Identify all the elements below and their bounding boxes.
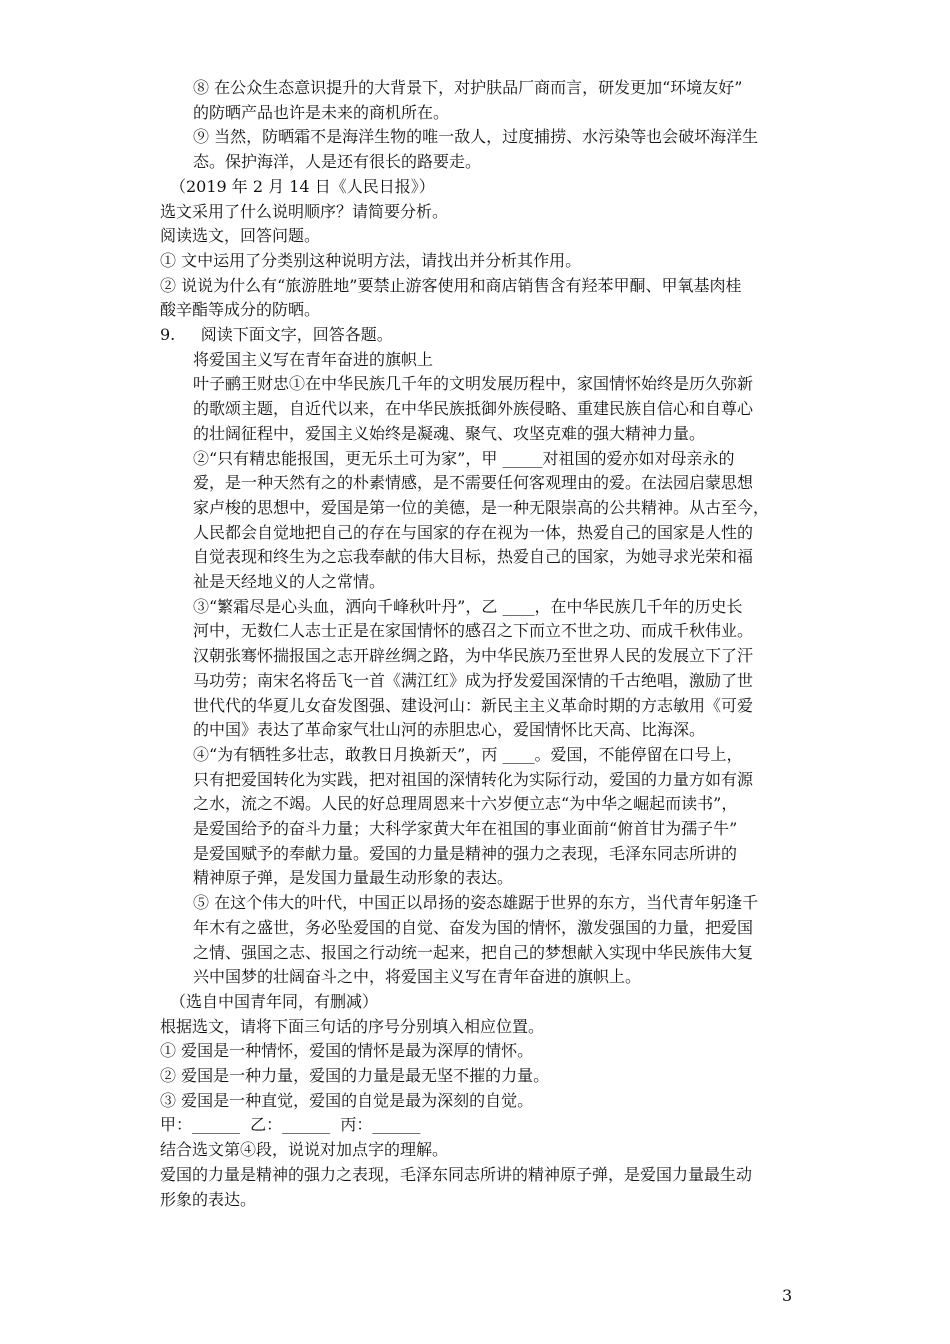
text-line: 是爱国给予的奋斗力量；大科学家黄大年在祖国的事业面前“俯首甘为孺子牛” <box>193 819 738 838</box>
text-line: ③“繁霜尽是心头血，洒向千峰秋叶丹”，乙 ____，在中华民族几千年的历史长 <box>193 596 743 616</box>
text-line: ⑧ 在公众生态意识提升的大背景下，对护肤品厂商而言，研发更加“环境友好” <box>193 78 743 97</box>
text-line: 是爱国赋予的奉献力量。爱国的力量是精神的强力之表现，毛泽东同志所讲的 <box>193 843 738 863</box>
text-line: 酸辛酯等成分的防晒。 <box>160 300 321 320</box>
text-line: 阅读选文，回答问题。 <box>160 226 321 246</box>
text-line: ⑨ 当然，防晒霜不是海洋生物的唯一敌人，过度捕捞、水污染等也会破坏海洋生 <box>193 127 759 147</box>
text-line: 只有把爱国转化为实践，把对祖国的深情转化为实际行动，爱国的力量方如有源 <box>193 769 754 789</box>
text-line: 的防晒产品也许是未来的商机所在。 <box>193 102 450 122</box>
text-line: ④“为有牺牲多壮志，敢教日月换新天”，丙 ____。爱国，不能停留在口号上， <box>193 744 743 764</box>
text-line: ⑤ 在这个伟大的叶代，中国正以昂扬的姿态雄踞于世界的东方，当代青年躬逢千 <box>193 893 759 913</box>
text-line: ③ 爱国是一种直觉，爱国的自觉是最为深刻的自觉。 <box>160 1090 534 1110</box>
text-line: 精神原子弹，是发国力量最生动形象的表达。 <box>193 868 514 888</box>
page-number: 3 <box>782 1286 793 1305</box>
text-line: ②“只有精忠能报国，更无乐土可为家”，甲 _____对祖国的爱亦如对母亲永的 <box>193 448 735 468</box>
text-line: 根据选文，请将下面三句话的序号分别填入相应位置。 <box>160 1016 545 1036</box>
text-line: 将爱国主义写在青年奋进的旗帜上 <box>193 349 434 369</box>
text-line: 之水，流之不竭。人民的好总理周恩来十六岁便立志“为中华之崛起而读书”， <box>193 794 738 814</box>
text-line: 之情、强国之志、报国之行动统一起来，把自己的梦想献入实现中华民族伟大复 <box>193 942 754 962</box>
text-line: 汉朝张骞怀揣报国之志开辟丝绸之路，为中华民族乃至世界人民的发展立下了汗 <box>193 646 754 666</box>
text-line: 甲：______ 乙：______ 丙：______ <box>160 1115 421 1135</box>
text-line: ① 爱国是一种情怀，爱国的情怀是最为深厚的情怀。 <box>160 1041 534 1061</box>
text-line: ② 说说为什么有“旅游胜地”要禁止游客使用和商店销售含有羟苯甲酮、甲氧基肉桂 <box>160 275 742 295</box>
text-line: 选文采用了什么说明顺序？请简要分析。 <box>160 201 449 221</box>
text-line: 结合选文第④段，说说对加点字的理解。 <box>160 1140 449 1160</box>
text-line: ② 爱国是一种力量，爱国的力量是最无坚不摧的力量。 <box>160 1066 550 1085</box>
text-line: （2019 年 2 月 14 日《人民日报》） <box>170 176 435 196</box>
text-line: 河中，无数仁人志士正是在家国情怀的感召之下而立不世之功、而成千秋伟业。 <box>193 621 754 641</box>
text-line: 世代代的华夏儿女奋发图强、建设河山：新民主主义革命时期的方志敏用《可爱 <box>193 695 754 715</box>
text-line: 人民都会自觉地把自己的存在与国家的存在视为一体，热爱自己的国家是人性的 <box>193 522 754 542</box>
text-line: 的中国》表达了革命家气壮山河的赤胆忠心，爱国情怀比天高、比海深。 <box>193 720 706 740</box>
text-line: 的壮阔征程中，爱国主义始终是凝魂、聚气、攻坚克难的强大精神力量。 <box>193 423 706 443</box>
text-line: 形象的表达。 <box>160 1189 257 1209</box>
text-line: 的歌颂主题，自近代以来，在中华民族抵御外族侵略、重建民族自信心和自尊心 <box>193 399 754 419</box>
text-line: （选自中国青年同，有删减） <box>170 991 379 1011</box>
text-line: 自觉表现和终生为之忘我奉献的伟大目标，热爱自己的国家，为她寻求光荣和福 <box>193 547 754 567</box>
text-line: 年木有之盛世，务必坠爱国的自觉、奋发为国的情怀，激发强国的力量，把爱国 <box>193 917 754 937</box>
text-line: 兴中国梦的壮阔奋斗之中，将爱国主义写在青年奋进的旗帜上。 <box>193 967 642 987</box>
text-line: 马功劳；南宋名将岳飞一首《满江红》成为抒发爱国深情的千古绝唱，激励了世 <box>193 670 754 690</box>
text-line: 9. 阅读下面文字，回答各题。 <box>160 325 393 344</box>
text-line: ① 文中运用了分类别这种说明方法，请找出并分析其作用。 <box>160 250 582 270</box>
text-line: 家卢梭的思想中，爱国是第一位的美德，是一种无限崇高的公共精神。从古至今， <box>193 497 770 517</box>
text-line: 祉是天经地义的人之常情。 <box>193 572 386 591</box>
text-line: 爱，是一种天然有之的朴素情感，是不需要任何客观理由的爱。在法园启蒙思想 <box>193 473 754 493</box>
text-line: 爱国的力量是精神的强力之表现，毛泽东同志所讲的精神原子弹，是爱国力量最生动 <box>160 1164 753 1184</box>
text-line: 叶子鹂王财忠①在中华民族几千年的文明发展历程中，家国情怀始终是历久弥新 <box>193 374 754 394</box>
text-line: 态。保护海洋，人是还有很长的路要走。 <box>193 152 482 172</box>
